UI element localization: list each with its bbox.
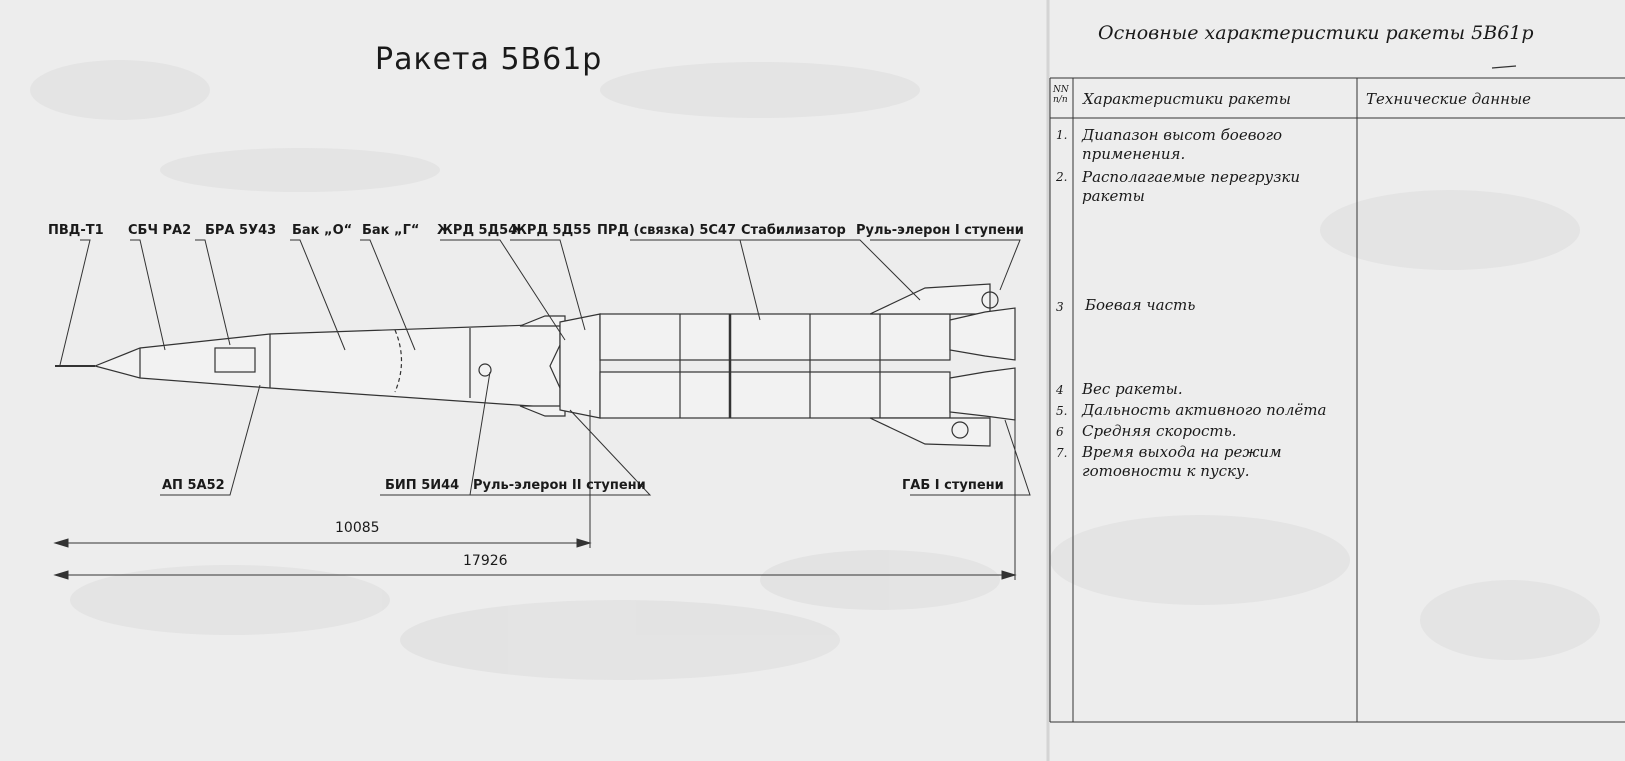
drawing-title: Ракета 5В61р	[375, 42, 603, 77]
label-zhrd-5d55: ЖРД 5Д55	[511, 223, 592, 238]
label-rul-stage2: Руль-элерон II ступени	[473, 478, 646, 493]
row-3-text: Боевая часть	[1085, 296, 1196, 314]
label-bak-o: Бак „О“	[292, 223, 353, 238]
row-2-text: Располагаемые перегрузки ракеты	[1082, 168, 1301, 205]
label-rul-stage1: Руль-элерон I ступени	[856, 223, 1024, 238]
label-bip: БИП 5И44	[385, 478, 460, 493]
row-7-number: 7.	[1056, 446, 1068, 460]
row-4-number: 4	[1056, 383, 1064, 397]
label-bak-g: Бак „Г“	[362, 223, 420, 238]
row-2-number: 2.	[1056, 170, 1068, 184]
row-6-text: Средняя скорость.	[1082, 422, 1237, 440]
table-title: Основные характеристики ракеты 5В61р	[1098, 22, 1534, 44]
row-1-number: 1.	[1056, 128, 1068, 142]
label-ap: АП 5А52	[162, 478, 225, 493]
label-sbch: СБЧ РА2	[128, 223, 192, 238]
row-3-number: 3	[1056, 300, 1064, 314]
label-stabilizer: Стабилизатор	[741, 223, 846, 238]
label-gab: ГАБ I ступени	[902, 478, 1004, 493]
dash-mark	[1490, 62, 1520, 72]
row-7-text: Время выхода на режим готовности к пуску.	[1082, 443, 1282, 480]
label-zhrd-5d54: ЖРД 5Д54	[437, 223, 518, 238]
label-pvd: ПВД-Т1	[48, 223, 104, 238]
row-1-text: Диапазон высот боевого применения.	[1082, 126, 1283, 163]
row-4-text: Вес ракеты.	[1082, 380, 1183, 398]
row-5-number: 5.	[1056, 404, 1068, 418]
label-prd: ПРД (связка) 5С47	[597, 223, 737, 238]
rocket-body	[55, 284, 1015, 446]
dimension-total: 17926	[463, 553, 508, 569]
header-characteristics: Характеристики ракеты	[1083, 90, 1291, 108]
row-5-text: Дальность активного полёта	[1082, 401, 1327, 419]
header-technical-data: Технические данные	[1366, 90, 1532, 108]
header-nn: NN п/п	[1053, 85, 1069, 105]
row-6-number: 6	[1056, 425, 1064, 439]
dimension-stage2: 10085	[335, 520, 380, 536]
label-bra: БРА 5У43	[205, 223, 277, 238]
